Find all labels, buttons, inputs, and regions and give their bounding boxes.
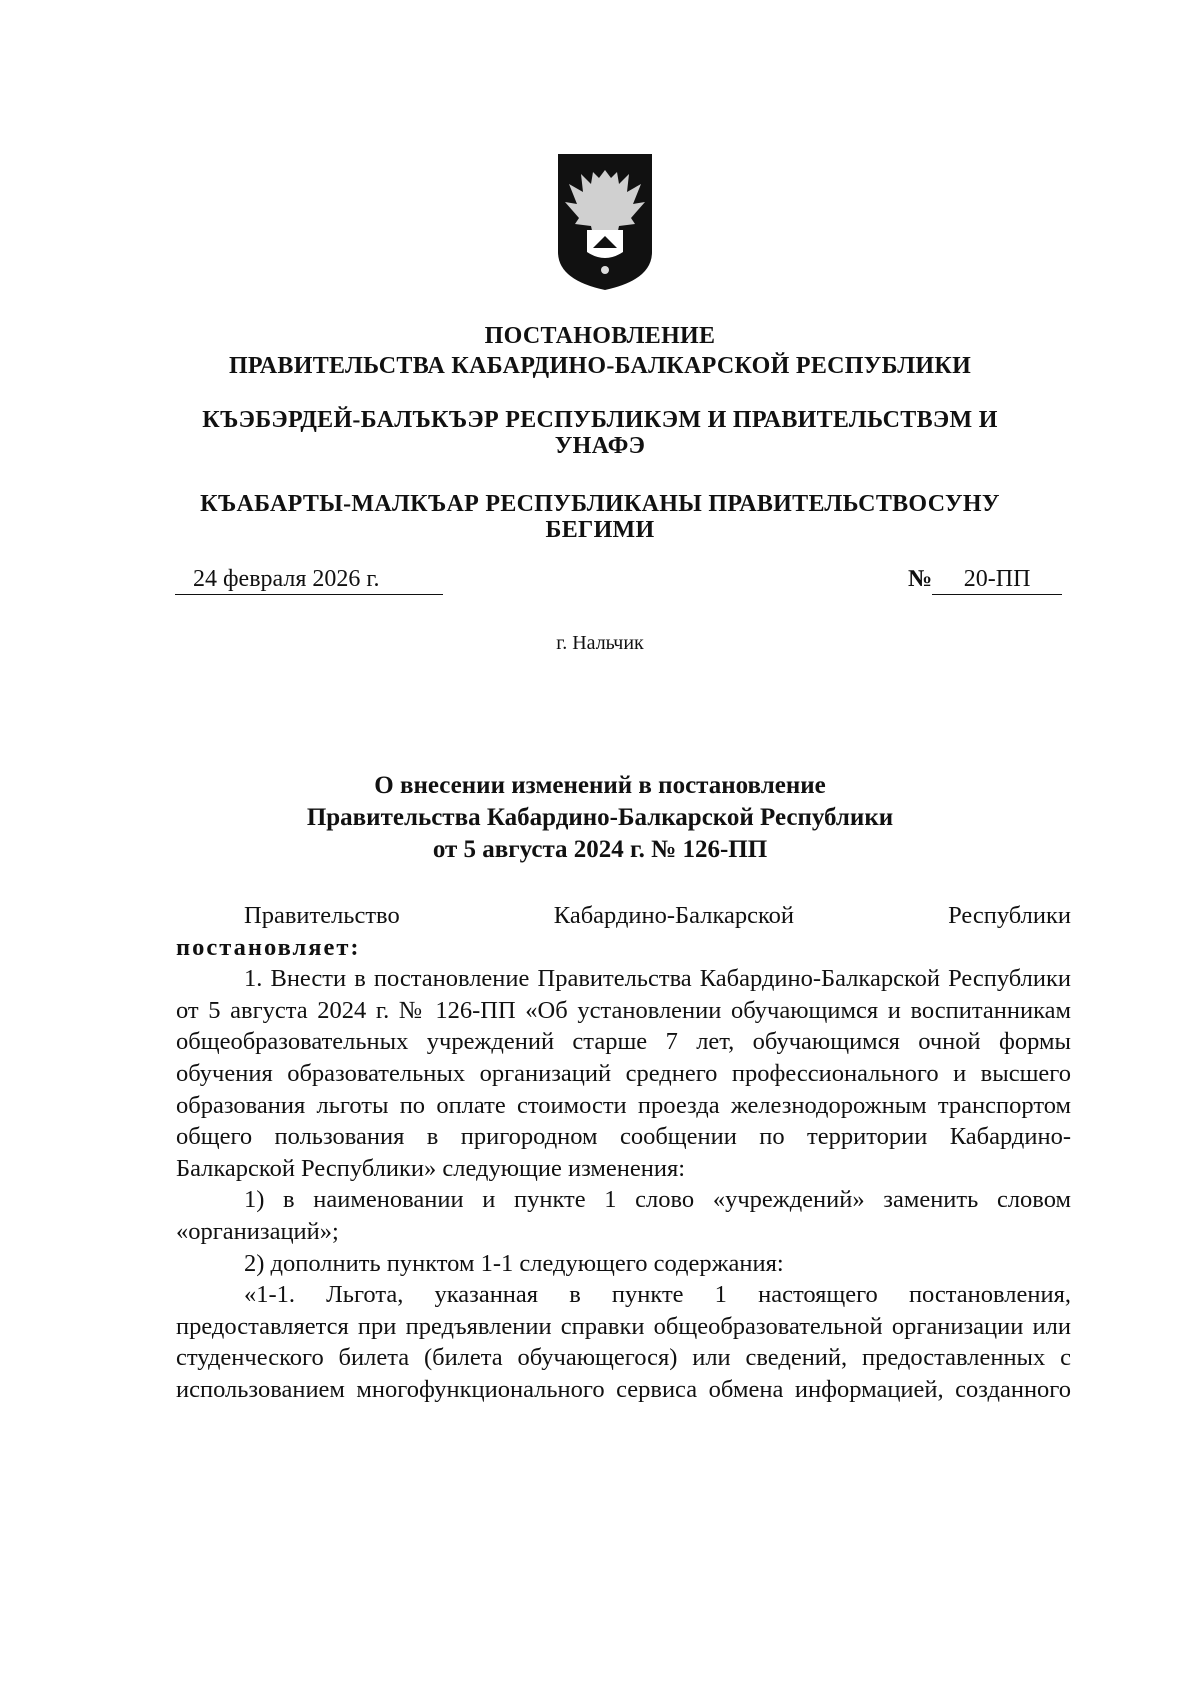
document-type-heading: ПОСТАНОВЛЕНИЕ	[484, 323, 716, 349]
quoted-item-paragraph: «1-1. Льгота, указанная в пункте 1 настоящего постановления, предоставляется при предъявлении справки общеобразовательной организации или студенческого билета (билета обучающегося) или сведений, предоставленных с использованием многофункционального сервиса обмена информацией, созданного	[176, 1281, 1071, 1403]
title-line2: Правительства Кабардино-Балкарской Республики	[306, 804, 894, 831]
balkar-heading-line1: КЪАБАРТЫ-МАЛКЪАР РЕСПУБЛИКАНЫ ПРАВИТЕЛЬСТВОСУНУ	[200, 491, 1000, 517]
city: г. Нальчик	[556, 632, 644, 654]
document-body	[176, 900, 1071, 1406]
document-title	[0, 770, 1200, 866]
number-value: 20-ПП	[932, 564, 1062, 595]
balkar-heading-line2: БЕГИМИ	[545, 517, 655, 543]
title-line1: О внесении изменений в постановление	[374, 772, 826, 799]
title-line3: от 5 августа 2024 г. № 126-ПП	[432, 836, 768, 863]
number-label: №	[908, 566, 933, 592]
issuing-authority-heading: ПРАВИТЕЛЬСТВА КАБАРДИНО-БАЛКАРСКОЙ РЕСПУБЛИКИ	[228, 353, 972, 379]
coat-of-arms-icon	[555, 152, 655, 292]
document-number	[908, 564, 1062, 595]
item-1-paragraph: 1. Внести в постановление Правительства Кабардино-Балкарской Республики от 5 августа 2024 г. № 126-ПП «Об установлении обучающимся и воспитанникам общеобразовательных учреждений старше 7 лет, обучающимся очной формы обучения образовательных организаций среднего профессионального и высшего образования льготы по оплате стоимости проезда железнодорожным транспортом общего пользования в пригородном сообщении по территории Кабардино-Балкарской Республики» следующие изменения:	[176, 965, 1071, 1182]
decree-word: постановляет:	[176, 933, 361, 961]
subitem-1-paragraph: 1) в наименовании и пункте 1 слово «учреждений» заменить словом «организаций»;	[176, 1186, 1071, 1245]
subitem-2-paragraph: 2) дополнить пунктом 1-1 следующего содержания:	[244, 1249, 784, 1277]
document-date: 24 февраля 2026 г.	[175, 564, 443, 595]
kabardian-heading-line1: КЪЭБЭРДЕЙ-БАЛЪКЪЭР РЕСПУБЛИКЭМ И ПРАВИТЕЛЬСТВЭМ И	[202, 407, 998, 433]
kabardian-heading-line2: УНАФЭ	[554, 433, 646, 459]
intro-paragraph: Правительство Кабардино-Балкарской Республики	[244, 902, 1071, 929]
